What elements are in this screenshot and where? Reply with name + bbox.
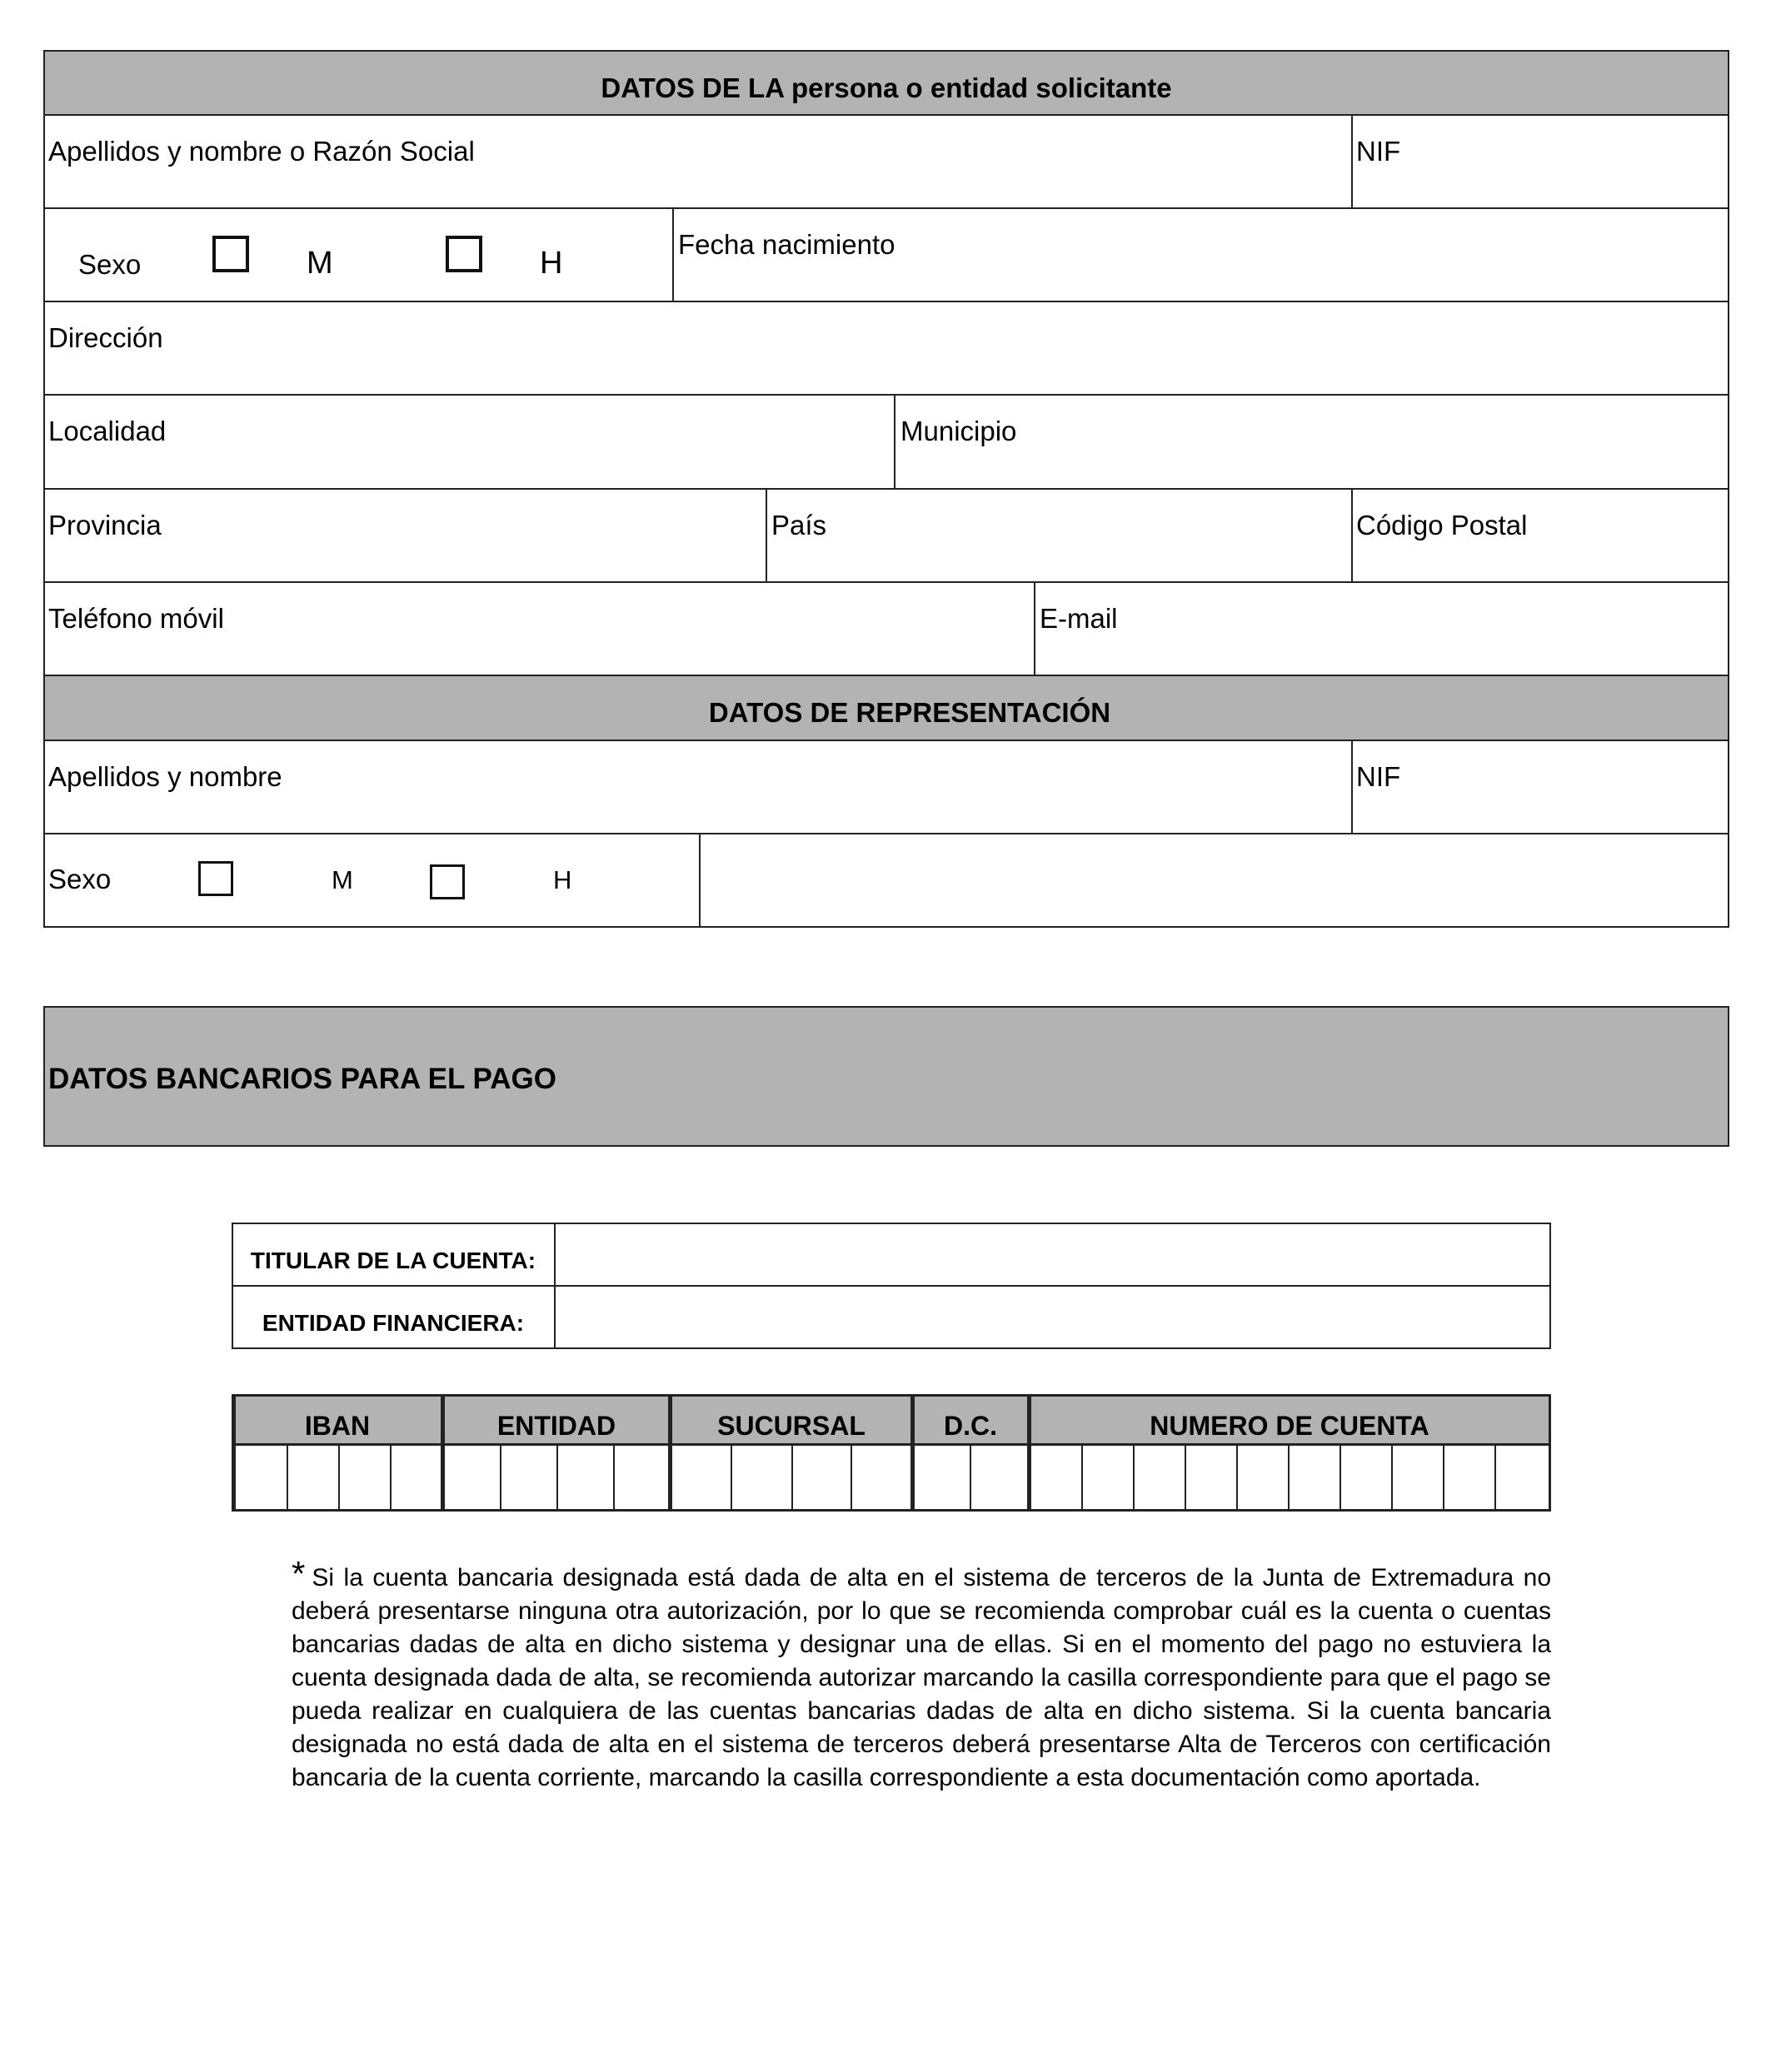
direccion-field[interactable]	[45, 302, 1728, 394]
entidad-financiera-label: ENTIDAD FINANCIERA:	[262, 1310, 525, 1336]
sexo-m-label: M	[307, 246, 333, 281]
sucursal-digit-1[interactable]	[672, 1446, 731, 1509]
sucursal-digit-2[interactable]	[732, 1446, 791, 1509]
representante-extra-field[interactable]	[702, 834, 1728, 926]
note-text: Si la cuenta bancaria designada está dada de alta en el sistema de terceros de la Junta de Extremadura no deberá presentarse ninguna otra autorización, por lo que se recomienda comprobar cuál es la cuenta o cuentas bancarias dadas de alta en dicho sistema y designar una de ellas. Si en el momento del pago no estuviera la cuenta designada dada de alta, se recomienda autorizar marcando la casilla correspondiente para que el pago se pueda realizar en cualquiera de las cuentas bancarias dadas de alta en dicho sistema. Si la cuenta bancaria designada no está dada de alta en el sistema de terceros deberá presentarse Alta de Terceros con certificación bancaria de la cuenta corriente, marcando la casilla correspondiente a esta documentación como aportada.	[292, 1564, 1551, 1791]
representante-sexo-m-checkbox[interactable]	[198, 861, 233, 896]
sucursal-digit-4[interactable]	[852, 1446, 910, 1509]
iban-digit-1[interactable]	[236, 1446, 287, 1509]
iban-digit-2[interactable]	[288, 1446, 338, 1509]
iban-header: IBAN	[304, 1411, 371, 1441]
note-asterisk: *	[292, 1554, 306, 1593]
cuenta-digit-5[interactable]	[1238, 1446, 1288, 1509]
representante-sexo-h-checkbox[interactable]	[430, 864, 465, 899]
sexo-m-checkbox[interactable]	[212, 236, 249, 272]
sexo-h-checkbox[interactable]	[446, 236, 482, 272]
provincia-label: Provincia	[48, 510, 162, 540]
cuenta-digit-2[interactable]	[1083, 1446, 1133, 1509]
localidad-field[interactable]	[45, 396, 892, 488]
nif-field[interactable]	[1353, 116, 1728, 207]
iban-digit-4[interactable]	[392, 1446, 441, 1509]
titular-cuenta-field[interactable]	[557, 1224, 1549, 1285]
pais-field[interactable]	[769, 490, 1349, 581]
entidad-financiera-field[interactable]	[557, 1287, 1549, 1347]
cuenta-digit-3[interactable]	[1135, 1446, 1185, 1509]
numero-cuenta-header: NUMERO DE CUENTA	[1150, 1411, 1429, 1441]
representante-sexo-label: Sexo	[48, 864, 112, 894]
representante-apellidos-field[interactable]	[45, 741, 1349, 833]
cuenta-digit-4[interactable]	[1186, 1446, 1236, 1509]
email-field[interactable]	[1037, 583, 1728, 675]
representacion-title: DATOS DE REPRESENTACIÓN	[708, 697, 1111, 728]
direccion-label: Dirección	[48, 322, 163, 353]
representante-nif-label: NIF	[1356, 761, 1401, 792]
codigo-postal-label: Código Postal	[1356, 510, 1528, 540]
representante-nif-field[interactable]	[1354, 741, 1728, 833]
apellidos-razon-social-field[interactable]	[45, 116, 1349, 207]
cuenta-digit-6[interactable]	[1290, 1446, 1339, 1509]
entidad-header: ENTIDAD	[496, 1411, 616, 1441]
cuenta-digit-1[interactable]	[1031, 1446, 1081, 1509]
sucursal-header: SUCURSAL	[717, 1411, 866, 1441]
localidad-label: Localidad	[48, 416, 167, 446]
entidad-digit-1[interactable]	[445, 1446, 500, 1509]
bancarios-title: DATOS BANCARIOS PARA EL PAGO	[48, 1063, 556, 1095]
entidad-digit-2[interactable]	[501, 1446, 556, 1509]
telefono-movil-label: Teléfono móvil	[48, 603, 224, 634]
sexo-label: Sexo	[78, 249, 142, 280]
representante-sexo-m-label: M	[332, 865, 353, 894]
titular-cuenta-label: TITULAR DE LA CUENTA:	[250, 1248, 536, 1273]
bancarios-title-box	[43, 1006, 1729, 1147]
representante-apellidos-label: Apellidos y nombre	[48, 761, 282, 792]
apellidos-razon-social-label: Apellidos y nombre o Razón Social	[48, 136, 475, 167]
codigo-postal-field[interactable]	[1354, 490, 1728, 581]
cuenta-digit-8[interactable]	[1393, 1446, 1443, 1509]
cuenta-digit-7[interactable]	[1341, 1446, 1391, 1509]
telefono-movil-field[interactable]	[45, 583, 1032, 675]
pais-label: País	[771, 510, 827, 540]
entidad-digit-4[interactable]	[615, 1446, 668, 1509]
nif-label: NIF	[1356, 136, 1401, 167]
email-label: E-mail	[1040, 603, 1118, 634]
solicitante-title: DATOS DE LA persona o entidad solicitante	[601, 72, 1172, 103]
dc-digit-2[interactable]	[971, 1446, 1027, 1509]
iban-digit-3[interactable]	[340, 1446, 390, 1509]
sucursal-digit-3[interactable]	[793, 1446, 851, 1509]
entidad-digit-3[interactable]	[558, 1446, 613, 1509]
dc-header: D.C.	[944, 1411, 997, 1441]
fecha-nacimiento-field[interactable]	[676, 209, 1728, 301]
bank-account-note	[292, 1554, 1551, 1795]
municipio-field[interactable]	[897, 396, 1728, 488]
sexo-h-label: H	[540, 246, 563, 281]
cuenta-digit-9[interactable]	[1444, 1446, 1494, 1509]
dc-digit-1[interactable]	[915, 1446, 970, 1509]
municipio-label: Municipio	[900, 416, 1017, 446]
representante-sexo-h-label: H	[553, 865, 572, 894]
provincia-field[interactable]	[45, 490, 764, 581]
cuenta-digit-10[interactable]	[1496, 1446, 1548, 1509]
fecha-nacimiento-label: Fecha nacimiento	[678, 229, 895, 260]
